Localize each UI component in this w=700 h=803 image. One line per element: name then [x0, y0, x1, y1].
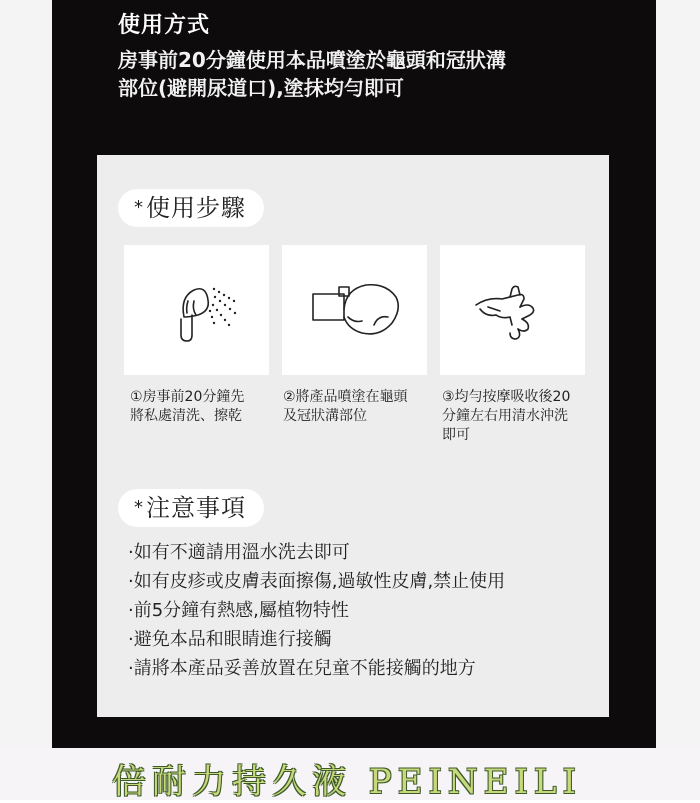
- brand-name: 倍耐力持久液 PEINEILI: [112, 762, 582, 802]
- steps-heading: [118, 189, 264, 227]
- step-card-2: [282, 245, 427, 375]
- shower-head-icon: [124, 245, 269, 375]
- right-margin: [656, 0, 700, 748]
- left-margin: [0, 0, 52, 748]
- caption-line: 將私處清洗、擦乾: [130, 408, 242, 424]
- caption-line: 及冠狀溝部位: [283, 408, 367, 424]
- step-card-1: [124, 245, 269, 375]
- step-caption-3: [442, 388, 592, 445]
- massage-hand-icon: [440, 245, 585, 375]
- note-item: ·如有皮疹或皮膚表面擦傷,過敏性皮膚,禁止使用: [128, 571, 506, 592]
- note-item: ·請將本產品妥善放置在兒童不能接觸的地方: [128, 658, 476, 679]
- description-line: 房事前20分鐘使用本品噴塗於龜頭和冠狀溝: [118, 48, 506, 72]
- caption-line: ②將產品噴塗在龜頭: [283, 389, 408, 405]
- asterisk-icon: *: [134, 497, 144, 518]
- spray-bottle-finger-icon: [282, 245, 427, 375]
- caption-line: ①房事前20分鐘先: [130, 389, 245, 405]
- page-title: 使用方式: [118, 13, 211, 38]
- caption-line: 分鐘左右用清水沖洗: [442, 408, 568, 424]
- step-caption-2: [283, 388, 433, 426]
- notes-heading-label: 注意事項: [146, 494, 246, 522]
- note-item: ·如有不適請用溫水洗去即可: [128, 542, 350, 563]
- usage-description: [118, 46, 588, 102]
- note-item: ·前5分鐘有熱感,屬植物特性: [128, 600, 349, 621]
- asterisk-icon: *: [134, 197, 144, 218]
- notes-heading: [118, 489, 264, 527]
- note-item: ·避免本品和眼睛進行接觸: [128, 629, 332, 650]
- steps-heading-label: 使用步驟: [146, 194, 246, 222]
- caption-line: 即可: [442, 427, 470, 443]
- step-card-3: [440, 245, 585, 375]
- description-line: 部位(避開尿道口),塗抹均勻即可: [118, 76, 404, 100]
- step-caption-1: [130, 388, 280, 426]
- caption-line: ③均勻按摩吸收後20: [442, 389, 571, 405]
